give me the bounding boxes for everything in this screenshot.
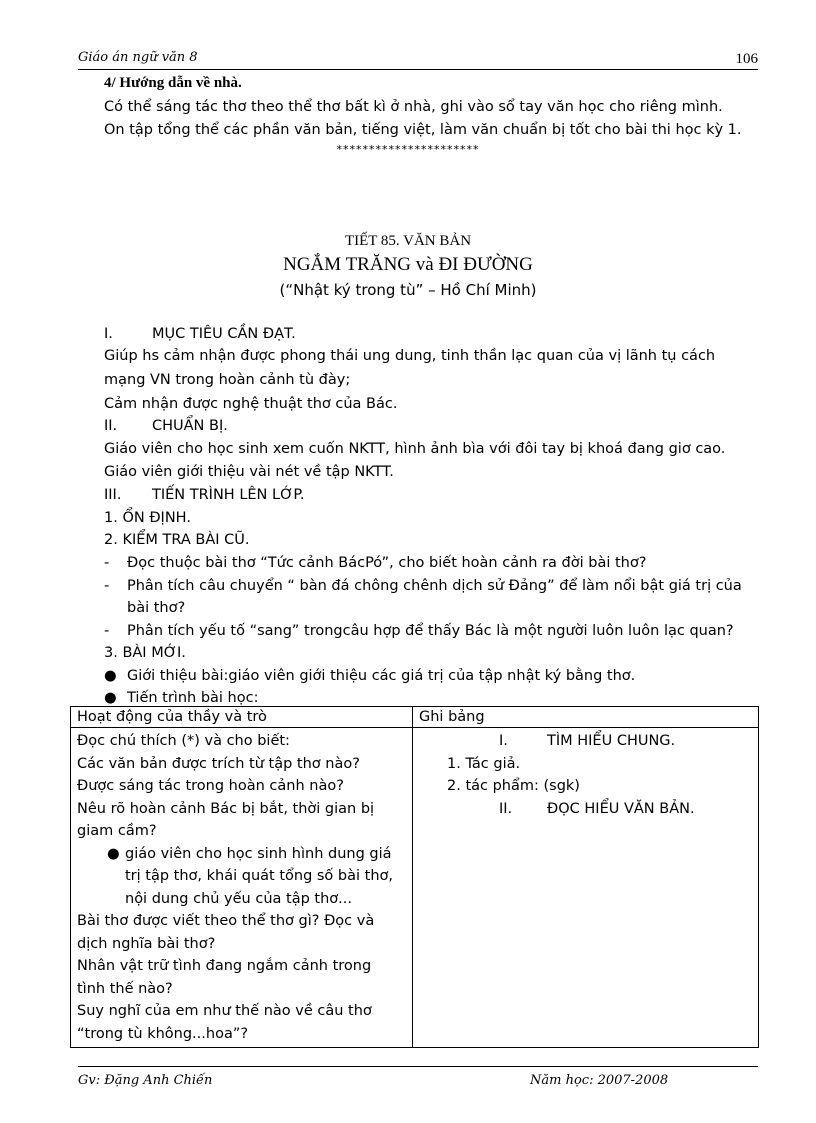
bullet-icon: ● — [107, 845, 120, 862]
text-line: mạng VN trong hoàn cảnh tù đày; — [104, 372, 351, 388]
footer-teacher: Gv: Đặng Anh Chiến — [78, 1073, 213, 1088]
activity-line: tình thế nào? — [77, 980, 173, 997]
header-activities: Hoạt động của thầy và trò — [71, 707, 413, 728]
text-line: Giáo viên giới thiệu vài nét về tập NKTT. — [104, 464, 394, 480]
activity-line: dịch nghĩa bài thơ? — [77, 935, 216, 952]
table-header-row — [71, 707, 759, 728]
lesson-source: (“Nhật ký trong tù” – Hồ Chí Minh) — [279, 281, 537, 299]
section-title: MỤC TIÊU CẦN ĐẠT. — [152, 326, 296, 342]
bullet-icon: ● — [104, 690, 117, 706]
activity-bullet-text: giáo viên cho học sinh hình dung giá — [125, 845, 392, 862]
activity-line: Nêu rõ hoàn cảnh Bác bị bắt, thời gian bị — [77, 800, 375, 817]
activity-line: Suy nghĩ của em như thế nào về câu thơ — [77, 1003, 372, 1019]
table-row — [71, 728, 759, 1048]
activity-line: Bài thơ được viết theo thể thơ gì? Đọc và — [77, 913, 375, 929]
review-question: bài thơ? — [127, 600, 186, 616]
board-item: 1. Tác giả. — [447, 755, 521, 772]
separator-stars: ********************** — [336, 143, 480, 156]
board-heading — [419, 730, 752, 753]
lesson-title: NGẮM TRĂNG và ĐI ĐƯỜNG — [283, 254, 533, 275]
section-number: I. — [104, 326, 113, 342]
dash-bullet: - — [104, 578, 110, 594]
board-item: 2. tác phẩm: (sgk) — [447, 778, 580, 794]
text-line: Giúp hs cảm nhận được phong thái ung dung, tinh thần lạc quan của vị lãnh tụ cách — [104, 348, 716, 364]
lesson-period: TIẾT 85. VĂN BẢN — [344, 233, 472, 249]
section-number: III. — [104, 487, 122, 503]
activities-cell — [71, 728, 413, 1048]
board-heading-number: II. — [499, 800, 513, 817]
activity-line: Nhân vật trữ tình đang ngắm cảnh trong — [77, 958, 372, 974]
board-heading-text: TÌM HIỂU CHUNG. — [547, 733, 676, 749]
activity-line: Đọc chú thích (*) và cho biết: — [77, 733, 290, 749]
intro-item: Tiến trình bài học: — [127, 690, 259, 706]
intro-item: Giới thiệu bài:giáo viên giới thiệu các giá trị của tập nhật ký bằng thơ. — [127, 668, 636, 684]
dash-bullet: - — [104, 555, 110, 571]
section-title: TIẾN TRÌNH LÊN LỚP. — [152, 487, 305, 503]
board-notes-cell — [413, 728, 759, 1048]
header-board-notes: Ghi bảng — [413, 707, 759, 728]
activity-bullet-line — [77, 843, 406, 866]
homework-line: On tập tổng thể các phần văn bản, tiếng việt, làm văn chuẩn bị tốt cho bài thi học kỳ 1. — [104, 122, 742, 138]
text-line: Giáo viên cho học sinh xem cuốn NKTT, hình ảnh bìa với đôi tay bị khoá đang giơ cao. — [104, 441, 726, 457]
activity-bullet-line: nội dung chủ yếu của tập thơ... — [125, 890, 352, 907]
section-title: CHUẨN BỊ. — [152, 418, 228, 434]
text-line: Cảm nhận được nghệ thuật thơ của Bác. — [104, 396, 398, 412]
homework-heading: 4/ Hướng dẫn về nhà. — [104, 75, 242, 91]
footer-divider — [78, 1066, 758, 1067]
board-heading-text: ĐỌC HIỂU VĂN BẢN. — [547, 800, 695, 817]
bullet-icon: ● — [104, 668, 117, 684]
review-question: Phân tích câu chuyển “ bàn đá chông chênh dịch sử Đảng” để làm nổi bật giá trị của — [127, 578, 742, 594]
header-title: Giáo án ngữ văn 8 — [78, 50, 198, 65]
review-question: Đọc thuộc bài thơ “Tức cảnh BácPó”, cho biết hoàn cảnh ra đời bài thơ? — [127, 555, 647, 571]
activity-line: giam cầm? — [77, 823, 157, 839]
board-heading-number: I. — [499, 733, 508, 749]
activity-line: “trong tù không...hoa”? — [77, 1025, 249, 1042]
lesson-table — [70, 706, 759, 1048]
step-item: 1. ỔN ĐỊNH. — [104, 510, 191, 526]
dash-bullet: - — [104, 623, 110, 639]
homework-line: Có thể sáng tác thơ theo thể thơ bất kì ở nhà, ghi vào sổ tay văn học cho riêng mình. — [104, 99, 723, 115]
header-divider — [78, 69, 758, 70]
activity-line: Được sáng tác trong hoàn cảnh nào? — [77, 778, 344, 794]
step-item: 2. KIỂM TRA BÀI CŨ. — [104, 532, 250, 548]
board-heading — [419, 798, 752, 821]
activity-line: Các văn bản được trích từ tập thơ nào? — [77, 755, 360, 772]
section-number: II. — [104, 418, 118, 434]
review-question: Phân tích yếu tố “sang” trongcâu hợp để thấy Bác là một người luôn luôn lạc quan? — [127, 623, 734, 639]
page-number: 106 — [735, 51, 758, 67]
activity-bullet-line: trị tập thơ, khái quát tổng số bài thơ, — [125, 868, 393, 884]
footer-school-year: Năm học: 2007-2008 — [530, 1073, 669, 1088]
step-item: 3. BÀI MỚI. — [104, 645, 186, 661]
